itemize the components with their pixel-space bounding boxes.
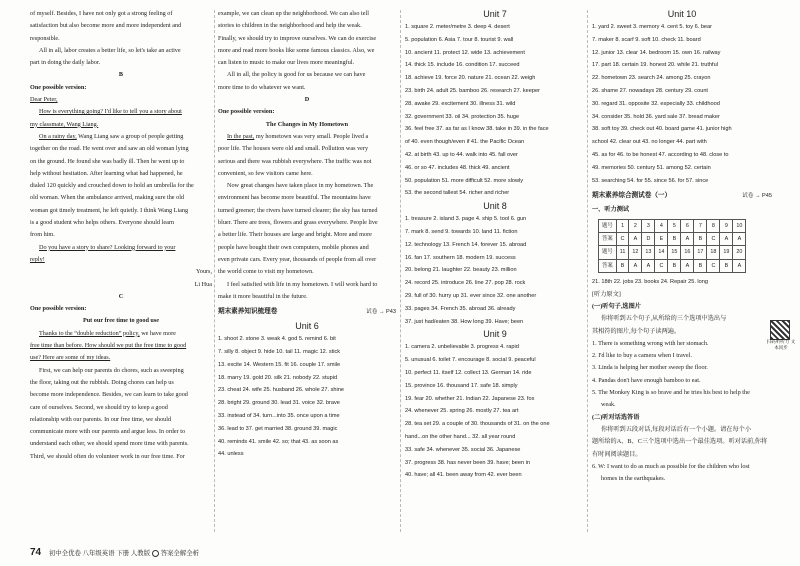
- text-line: the world come to visit my hometown.: [218, 268, 314, 276]
- table-cell: C: [655, 259, 668, 272]
- answer-line: 24. record 25. introduce 26. line 27. pop 28. rock: [405, 280, 526, 287]
- answer-line: 12. junior 13. clear 14. bedroom 15. own 16. railway: [592, 49, 721, 56]
- text-line: a better life. Their houses are large and bright. More and more: [218, 231, 372, 239]
- text-line: responsible.: [30, 34, 60, 42]
- answer-line: 23. birth 24. adult 25. bamboo 26. research 27. keeper: [405, 87, 540, 94]
- table-cell: 2: [629, 219, 642, 232]
- column-3: [405, 8, 585, 482]
- text-line: First, we can help our parents do chores, such as sweeping: [39, 366, 184, 374]
- text-line: environment has become more beautiful. The mountains have: [218, 194, 371, 202]
- text-line: is a good student who helps others. Everyone should learn: [30, 219, 175, 227]
- script-sentence: 3. Linda is helping her mother sweep the floor.: [592, 364, 708, 372]
- qr-caption: 扫码听听力 文本同步: [766, 340, 796, 351]
- text-line: satisfaction but also become more and more independent and: [30, 22, 182, 30]
- section-letter: B: [118, 71, 124, 79]
- answer-line: 37. progress 38. has never been 39. have; been in: [405, 459, 531, 466]
- answer-line: 15. province 16. thousand 17. safe 18. simply: [405, 382, 518, 389]
- text-line: reply!: [30, 255, 45, 263]
- table-cell: 18: [707, 246, 720, 259]
- text-line: help without hesitation. After learning what had happened, he: [30, 169, 183, 177]
- table-cell: 7: [694, 219, 707, 232]
- table-cell: C: [616, 232, 629, 245]
- answer-line: 40. reminds 41. smile 42. so; that 43. as soon as: [218, 438, 339, 445]
- text-line: Now great changes have taken place in my hometown. The: [227, 182, 374, 190]
- table-cell: 6: [681, 219, 694, 232]
- text-line: All in all, the policy is good for us because we can have: [227, 71, 366, 79]
- answer-line: 16. fan 17. southern 18. modern 19. success: [405, 254, 516, 261]
- script-sentence: 6. W: I want to do as much as possible for the children who lost: [592, 462, 750, 470]
- table-cell: A: [681, 232, 694, 245]
- table-cell: B: [616, 259, 629, 272]
- script-sentence: 4. Pandas don't have enough bamboo to eat.: [592, 376, 701, 384]
- qr-code-icon[interactable]: [770, 320, 790, 340]
- text-line: use? Here are some of my ideas.: [30, 354, 111, 362]
- instruction-text: 其相符的图片,每个句子读两遍。: [592, 327, 681, 335]
- column-divider: [587, 10, 588, 532]
- answer-line: 5. unusual 6. toilet 7. encourage 8. social 9. peaceful: [405, 357, 536, 364]
- answer-line: hand...on the other hand... 32. all year round: [405, 433, 516, 440]
- table-row: [599, 219, 746, 232]
- table-cell: B: [720, 259, 733, 272]
- essay-title: The Changes in My Hometown: [265, 120, 349, 128]
- circle-icon: [152, 550, 159, 557]
- table-cell: 11: [616, 246, 629, 259]
- subsection-title: (一)听句子,选图片: [592, 302, 641, 310]
- text-line: of myself. Besides, I have not only got a strong feeling of: [30, 10, 173, 17]
- footer-answer-text: 答案全解全析: [160, 550, 199, 557]
- table-cell: A: [720, 232, 733, 245]
- answer-line: 13. excite 14. Western 15. fit 16. couple 17. smile: [218, 361, 341, 368]
- solution-heading: One possible version:: [30, 83, 87, 91]
- section-title: 期末素养知识梳理卷: [218, 308, 278, 316]
- table-cell: C: [707, 232, 720, 245]
- script-sentence: 1. There is something wrong with her stomach.: [592, 339, 709, 347]
- table-cell: 8: [707, 219, 720, 232]
- answer-line: 30. regard 31. opposite 32. especially 33. childhood: [592, 100, 720, 107]
- answer-line: school 42. clear out 43. no longer 44. part with: [592, 139, 707, 146]
- solution-heading: One possible version:: [218, 108, 275, 116]
- instruction-text: 你将听到五个句子,从所给的三个选项中选出与: [601, 315, 727, 323]
- answer-line: 28. awake 29. excitement 30. illness 31. wild: [405, 100, 516, 107]
- text-line: together on the road. He went over and saw an old woman lying: [30, 145, 189, 153]
- answer-line: 10. ancient 11. protect 12. wide 13. achievement: [405, 49, 525, 56]
- table-cell: B: [668, 259, 681, 272]
- answer-line: 53. the second tallest 54. richer and richer: [405, 190, 510, 197]
- answer-table: [598, 219, 746, 273]
- text-line: dialed 120 quickly and crouched down to hold an umbrella for the: [30, 182, 194, 190]
- table-cell: 12: [629, 246, 642, 259]
- essay-title: Put our free time to good use: [82, 317, 160, 325]
- answer-line: 23. cheat 24. wife 25. husband 26. whole 27. shine: [218, 387, 344, 394]
- table-cell: 4: [655, 219, 668, 232]
- section-header: [592, 190, 772, 202]
- table-row: [599, 232, 746, 245]
- text-line: my classmate, Wang Liang.: [30, 120, 99, 128]
- answer-line: 33. instead of 34. turn...into 35. once upon a time: [218, 412, 340, 419]
- text-line: communicate more with our parents and argue less. In order to: [30, 428, 186, 436]
- table-cell: B: [668, 232, 681, 245]
- page-reference: 试卷 → P43: [366, 309, 396, 316]
- text-line: we have more: [139, 329, 176, 337]
- answer-line: 18. achieve 19. force 20. nature 21. ocean 22. weigh: [405, 75, 536, 82]
- answer-line: 7. silly 8. object 9. hide 10. tail 11. magic 12. stick: [218, 348, 341, 355]
- answer-line: 49. memories 50. century 51. among 52. certain: [592, 164, 711, 171]
- text-line: I feel satisfied with life in my hometown. I will work hard to: [227, 280, 378, 288]
- answer-line: 36. lead to 37. get married 38. ground 39. magic: [218, 425, 338, 432]
- signature-name: Li Hua: [194, 280, 212, 288]
- text-line: How is everything going? I'd like to tell you a story about: [39, 108, 182, 116]
- unit-heading: Unit 9: [483, 329, 507, 340]
- answer-line: 5. population 6. Asia 7. tour 8. tourist 9. wall: [405, 36, 514, 43]
- script-sentence: weak.: [601, 401, 616, 409]
- footer-text: 初中全优卷 八年级英语 下册 人教版: [48, 550, 151, 557]
- subsection-title: (二)听对话选答语: [592, 413, 640, 421]
- table-cell: 15: [668, 246, 681, 259]
- answer-line: 37. just had/eaten 38. How long 39. Have; been: [405, 318, 524, 325]
- table-cell: 题号: [599, 219, 617, 232]
- column-divider: [214, 10, 215, 532]
- script-sentence: 5. The Monkey King is so brave and he tries his best to help the: [592, 389, 750, 397]
- instruction-text: 有时间阅读题目。: [592, 450, 642, 458]
- table-cell: A: [629, 259, 642, 272]
- answer-line: 20. belong 21. laughter 22. beauty 23. million: [405, 267, 517, 274]
- text-line: relationship with our parents. In our free time, we should: [30, 415, 172, 423]
- text-line: people have bought their own computers, mobile phones and: [218, 243, 369, 251]
- text-line: Finally, we should try to improve ourselves. We can do exercise: [218, 34, 377, 42]
- answer-line: 1. square 2. meter/metre 3. deep 4. desert: [405, 24, 510, 30]
- text-line: Do you have a story to share? Looking forward to your: [39, 243, 176, 251]
- underlined-phrase: Thanks to the “double reduction” policy,: [39, 329, 140, 337]
- answer-line: 42. at birth 43. up to 44. walk into 45. fall over: [405, 151, 518, 158]
- text-line: even private cars. Every year, thousands of people from all over: [218, 255, 377, 263]
- text-line: Wang Liang saw a group of people getting: [76, 132, 184, 140]
- answer-line: 40. have; all 41. been away from 42. ever been: [405, 472, 522, 479]
- script-sentence: 2. I'd like to buy a camera when I travel.: [592, 352, 692, 360]
- unit-heading: Unit 7: [483, 9, 507, 19]
- table-cell: 19: [720, 246, 733, 259]
- instruction-text: 题所给的A、B、C三个选项中选出一个最佳选项。听对话前,你将: [592, 438, 768, 446]
- column-4: [592, 8, 772, 485]
- answer-line: 45. as for 46. to be honest 47. according to 48. close to: [592, 151, 729, 158]
- closing: Yours,: [195, 268, 212, 276]
- text-line: on the ground. He found she was badly ill. Then he went up to: [30, 157, 185, 165]
- answer-line: 44. unless: [218, 451, 244, 458]
- text-line: convenient, so few visitors came here.: [218, 169, 313, 177]
- answer-line: 1. shoot 2. stone 3. weak 4. god 5. remind 6. bit: [218, 336, 336, 343]
- answer-line: 1. yard 2. sweet 3. memory 4. cent 5. toy 6. bear: [592, 24, 713, 30]
- underlined-phrase: In the past,: [227, 132, 255, 140]
- table-cell: B: [694, 232, 707, 245]
- table-cell: A: [733, 232, 746, 245]
- answer-line: of 40. even though/even if 41. the Pacific Ocean: [405, 139, 525, 146]
- text-line: woman got timely treatment, he left quietly. I think Wang Liang: [30, 206, 189, 214]
- table-cell: C: [707, 259, 720, 272]
- table-cell: B: [694, 259, 707, 272]
- salutation: Dear Peter,: [30, 96, 58, 104]
- section-title: 期末素养综合测试卷（一）: [592, 192, 672, 200]
- text-line: from him.: [30, 231, 55, 239]
- table-row: [599, 246, 746, 259]
- answer-line: 24. whenever 25. spring 26. mostly 27. tea art: [405, 408, 519, 415]
- table-cell: 20: [733, 246, 746, 259]
- text-line: more time to do whatever we want.: [218, 83, 306, 91]
- text-line: part in doing the daily labor.: [30, 59, 101, 67]
- unit-heading: Unit 6: [295, 321, 319, 332]
- text-line: my hometown was very small. People lived a: [254, 132, 369, 140]
- answer-line: 32. government 33. oil 34. protection 35. huge: [405, 113, 520, 120]
- text-line: All in all, labor creates a better life, so let's take an active: [39, 46, 181, 54]
- column-divider: [400, 10, 401, 532]
- instruction-text: 你将听到五段对话,每段对话后有一个小题。请在每个小: [601, 425, 752, 433]
- section-letter: C: [118, 292, 124, 300]
- answer-line: 50. population 51. more difficult 52. more slowly: [405, 177, 524, 184]
- text-line: make it more beautiful in the future.: [218, 292, 308, 300]
- table-cell: 5: [668, 219, 681, 232]
- table-row: [599, 259, 746, 272]
- table-cell: 17: [694, 246, 707, 259]
- table-cell: E: [655, 232, 668, 245]
- underlined-phrase: On a rainy day,: [39, 132, 77, 140]
- column-2: [218, 8, 396, 461]
- table-cell: A: [681, 259, 694, 272]
- script-sentence: homes in the earthquakes.: [601, 475, 666, 483]
- unit-heading: Unit 10: [667, 9, 697, 19]
- answer-line: 1. camera 2. unbelievable 3. progress 4. rapid: [405, 344, 519, 351]
- text-line: serious and there was rubbish everywhere. The traffic was not: [218, 157, 372, 165]
- table-cell: 1: [616, 219, 629, 232]
- answer-line: 26. shame 27. nowadays 28. century 29. count: [592, 87, 708, 94]
- answer-line: 21. 18th 22. jobs 23. books 24. Repair 25. long: [592, 278, 708, 285]
- text-line: example, we can clean up the neighborhood. We can also tell: [218, 10, 369, 17]
- table-cell: 13: [642, 246, 655, 259]
- answer-line: 12. technology 13. French 14. forever 15. abroad: [405, 241, 527, 248]
- answer-line: 38. soft toy 39. check out 40. board game 41. junior high: [592, 126, 732, 133]
- table-cell: D: [642, 232, 655, 245]
- text-line: turned greener; the rivers have turned clearer; the sky has turned: [218, 206, 378, 214]
- text-line: care of ourselves. Second, we should try to keep a good: [30, 403, 168, 411]
- answer-line: 46. or so 47. includes 48. thick 49. ancient: [405, 164, 510, 171]
- answer-line: 14. thick 15. include 16. condition 17. succeed: [405, 62, 520, 69]
- text-line: stories to children in the neighborhood and help the weak.: [218, 22, 362, 30]
- solution-heading: One possible version:: [30, 305, 87, 313]
- answer-line: 1. treasure 2. island 3. page 4. ship 5. tool 6. gun: [405, 216, 527, 223]
- text-line: old woman. When the ambulance arrived, making sure the old: [30, 194, 185, 202]
- text-line: free time than before. How should we put the free time to good: [30, 342, 187, 350]
- answer-line: 18. marry 19. gold 20. silk 21. nobody 22. stupid: [218, 374, 338, 381]
- answer-line: 22. hometown 23. search 24. among 25. crayon: [592, 75, 711, 82]
- section-letter: D: [304, 96, 310, 104]
- answer-line: 28. tea set 29. a couple of 30. thousands of 31. on the one: [405, 421, 550, 428]
- table-cell: 10: [733, 219, 746, 232]
- answer-line: 17. part 18. certain 19. honest 20. while 21. truthful: [592, 62, 718, 69]
- page-footer: [30, 547, 199, 558]
- table-cell: 答案: [599, 259, 617, 272]
- text-line: poor life. The houses were old and small. Pollution was very: [218, 145, 369, 153]
- page-reference: 试卷 → P45: [742, 193, 772, 200]
- answer-line: 10. perfect 11. itself 12. collect 13. German 14. ride: [405, 369, 532, 376]
- text-line: the floor, taking out the rubbish. Doing chores can help us: [30, 378, 174, 386]
- answer-line: 34. consider 35. hold 36. yard sale 37. bread maker: [592, 113, 720, 120]
- unit-heading: Unit 8: [483, 201, 507, 212]
- table-cell: 答案: [599, 232, 617, 245]
- answer-line: 33. safe 34. whenever 35. social 36. Japanese: [405, 446, 521, 453]
- answer-line: 53. searching 54. for 55. since 56. for 57. since: [592, 177, 709, 184]
- answer-line: 29. full of 30. hurry up 31. ever since 32. one another: [405, 292, 537, 299]
- text-line: Third, we should often do volunteer work in our free time. For: [30, 452, 185, 460]
- answer-line: 36. feel free 37. as far as I know 38. take in 39. in the face: [405, 126, 549, 133]
- answer-line: 7. mark 8. send 9. towards 10. land 11. fiction: [405, 228, 518, 235]
- text-line: understand each other, we should spend more time with parents.: [30, 440, 189, 448]
- table-cell: 3: [642, 219, 655, 232]
- table-cell: A: [642, 259, 655, 272]
- text-line: more and read more books like some famous classics. Also, we: [218, 46, 375, 54]
- answer-line: 19. fear 20. whether 21. Indian 22. Japanese 23. fox: [405, 395, 535, 402]
- table-cell: 16: [681, 246, 694, 259]
- text-line: can listen to music to make our lives more meaningful.: [218, 59, 355, 67]
- text-line: become more independence. Besides, we can learn to take good: [30, 391, 188, 399]
- subsection-title: 一、听力测试: [592, 206, 630, 214]
- table-cell: A: [629, 232, 642, 245]
- table-cell: 题号: [599, 246, 617, 259]
- script-label: [听力原文]: [592, 290, 621, 298]
- page-number: 74: [30, 547, 42, 558]
- answer-line: 33. pages 34. French 35. abroad 36. already: [405, 305, 516, 312]
- column-1: [30, 8, 212, 463]
- answer-line: 28. bright 29. ground 30. lead 31. voice 32. brave: [218, 400, 340, 407]
- table-cell: 9: [720, 219, 733, 232]
- answer-line: 7. maker 8. scarf 9. soft 10. check 11. board: [592, 36, 701, 43]
- section-header: [218, 306, 396, 318]
- table-cell: 14: [655, 246, 668, 259]
- text-line: bluer. There are trees, flowers and grass everywhere. People live: [218, 219, 378, 227]
- table-cell: A: [733, 259, 746, 272]
